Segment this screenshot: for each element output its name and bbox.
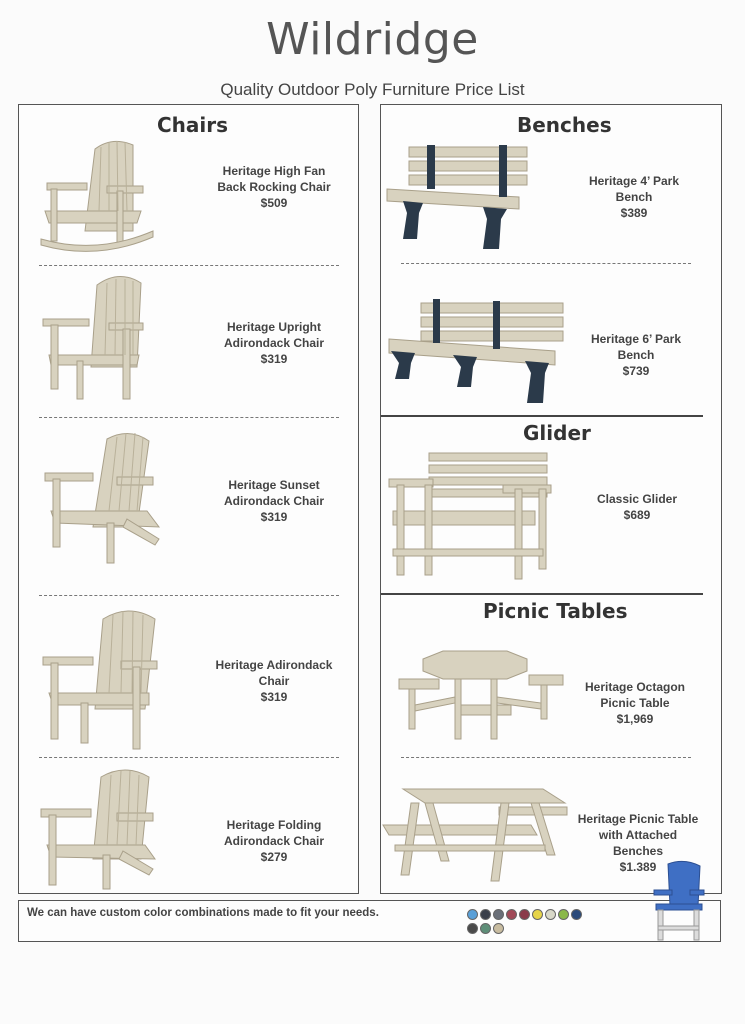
color-swatch (506, 909, 517, 920)
blue-counter-chair-image (646, 860, 706, 942)
price-list-subtitle: Quality Outdoor Poly Furniture Price List (220, 80, 525, 99)
folding-adirondack-image (37, 765, 167, 893)
sunset-adirondack-image (37, 427, 167, 567)
6ft-park-bench-image (385, 295, 565, 407)
divider (401, 757, 691, 758)
4ft-park-bench-image (383, 143, 533, 253)
section-divider (381, 415, 703, 417)
product-4ft-park-bench (383, 143, 703, 253)
product-upright-adirondack-chair (37, 271, 357, 409)
color-swatch (545, 909, 556, 920)
rocking-chair-image (37, 131, 157, 261)
color-swatch (480, 923, 491, 934)
color-swatch (467, 923, 478, 934)
divider (401, 263, 691, 264)
picnic-tables-heading: Picnic Tables (483, 599, 628, 623)
glider-heading: Glider (523, 421, 591, 445)
footer-note-box (18, 900, 721, 942)
octagon-picnic-table-image (395, 645, 565, 745)
adirondack-chair-image (37, 605, 167, 753)
classic-glider-image (385, 449, 555, 581)
product-caption: Heritage 6’ Park Bench $739 (590, 332, 682, 378)
brand-title: Wildridge (266, 14, 479, 65)
product-adirondack-chair (37, 605, 357, 753)
product-6ft-park-bench (385, 295, 705, 407)
divider (39, 595, 339, 596)
product-caption: Heritage Octagon Picnic Table $1,969 (584, 680, 686, 726)
color-swatch (467, 909, 478, 920)
product-caption: Heritage 4’ Park Bench $389 (588, 174, 680, 220)
color-swatch (519, 909, 530, 920)
product-caption: Heritage Folding Adirondack Chair $279 (223, 818, 325, 864)
color-swatch (493, 923, 504, 934)
product-sunset-adirondack-chair (37, 427, 357, 567)
divider (39, 757, 339, 758)
chairs-heading: Chairs (157, 113, 229, 137)
product-caption: Heritage Picnic Table with Attached Benches $1.389 (577, 812, 699, 874)
product-caption: Heritage Adirondack Chair $319 (215, 658, 333, 704)
product-caption: Heritage Sunset Adirondack Chair $319 (223, 478, 325, 524)
product-caption: Heritage High Fan Back Rocking Chair $509 (217, 164, 331, 210)
product-caption: Heritage Upright Adirondack Chair $319 (223, 320, 325, 366)
picnic-table-benches-image (381, 781, 571, 885)
divider (39, 417, 339, 418)
color-swatch (532, 909, 543, 920)
chairs-panel (18, 104, 359, 894)
product-caption: Classic Glider $689 (596, 492, 678, 522)
upright-adirondack-image (37, 271, 157, 409)
product-folding-adirondack-chair (37, 765, 357, 893)
divider (39, 265, 339, 266)
color-swatch (480, 909, 491, 920)
custom-colors-note: We can have custom color combinations made to fit your needs. (27, 907, 379, 919)
product-classic-glider (385, 449, 705, 581)
section-divider (381, 593, 703, 595)
color-swatch (493, 909, 504, 920)
product-octagon-picnic-table (395, 645, 715, 745)
benches-glider-picnic-panel (380, 104, 722, 894)
product-high-fan-rocking-chair (37, 131, 357, 261)
color-swatch (558, 909, 569, 920)
benches-heading: Benches (517, 113, 612, 137)
color-swatch (571, 909, 582, 920)
